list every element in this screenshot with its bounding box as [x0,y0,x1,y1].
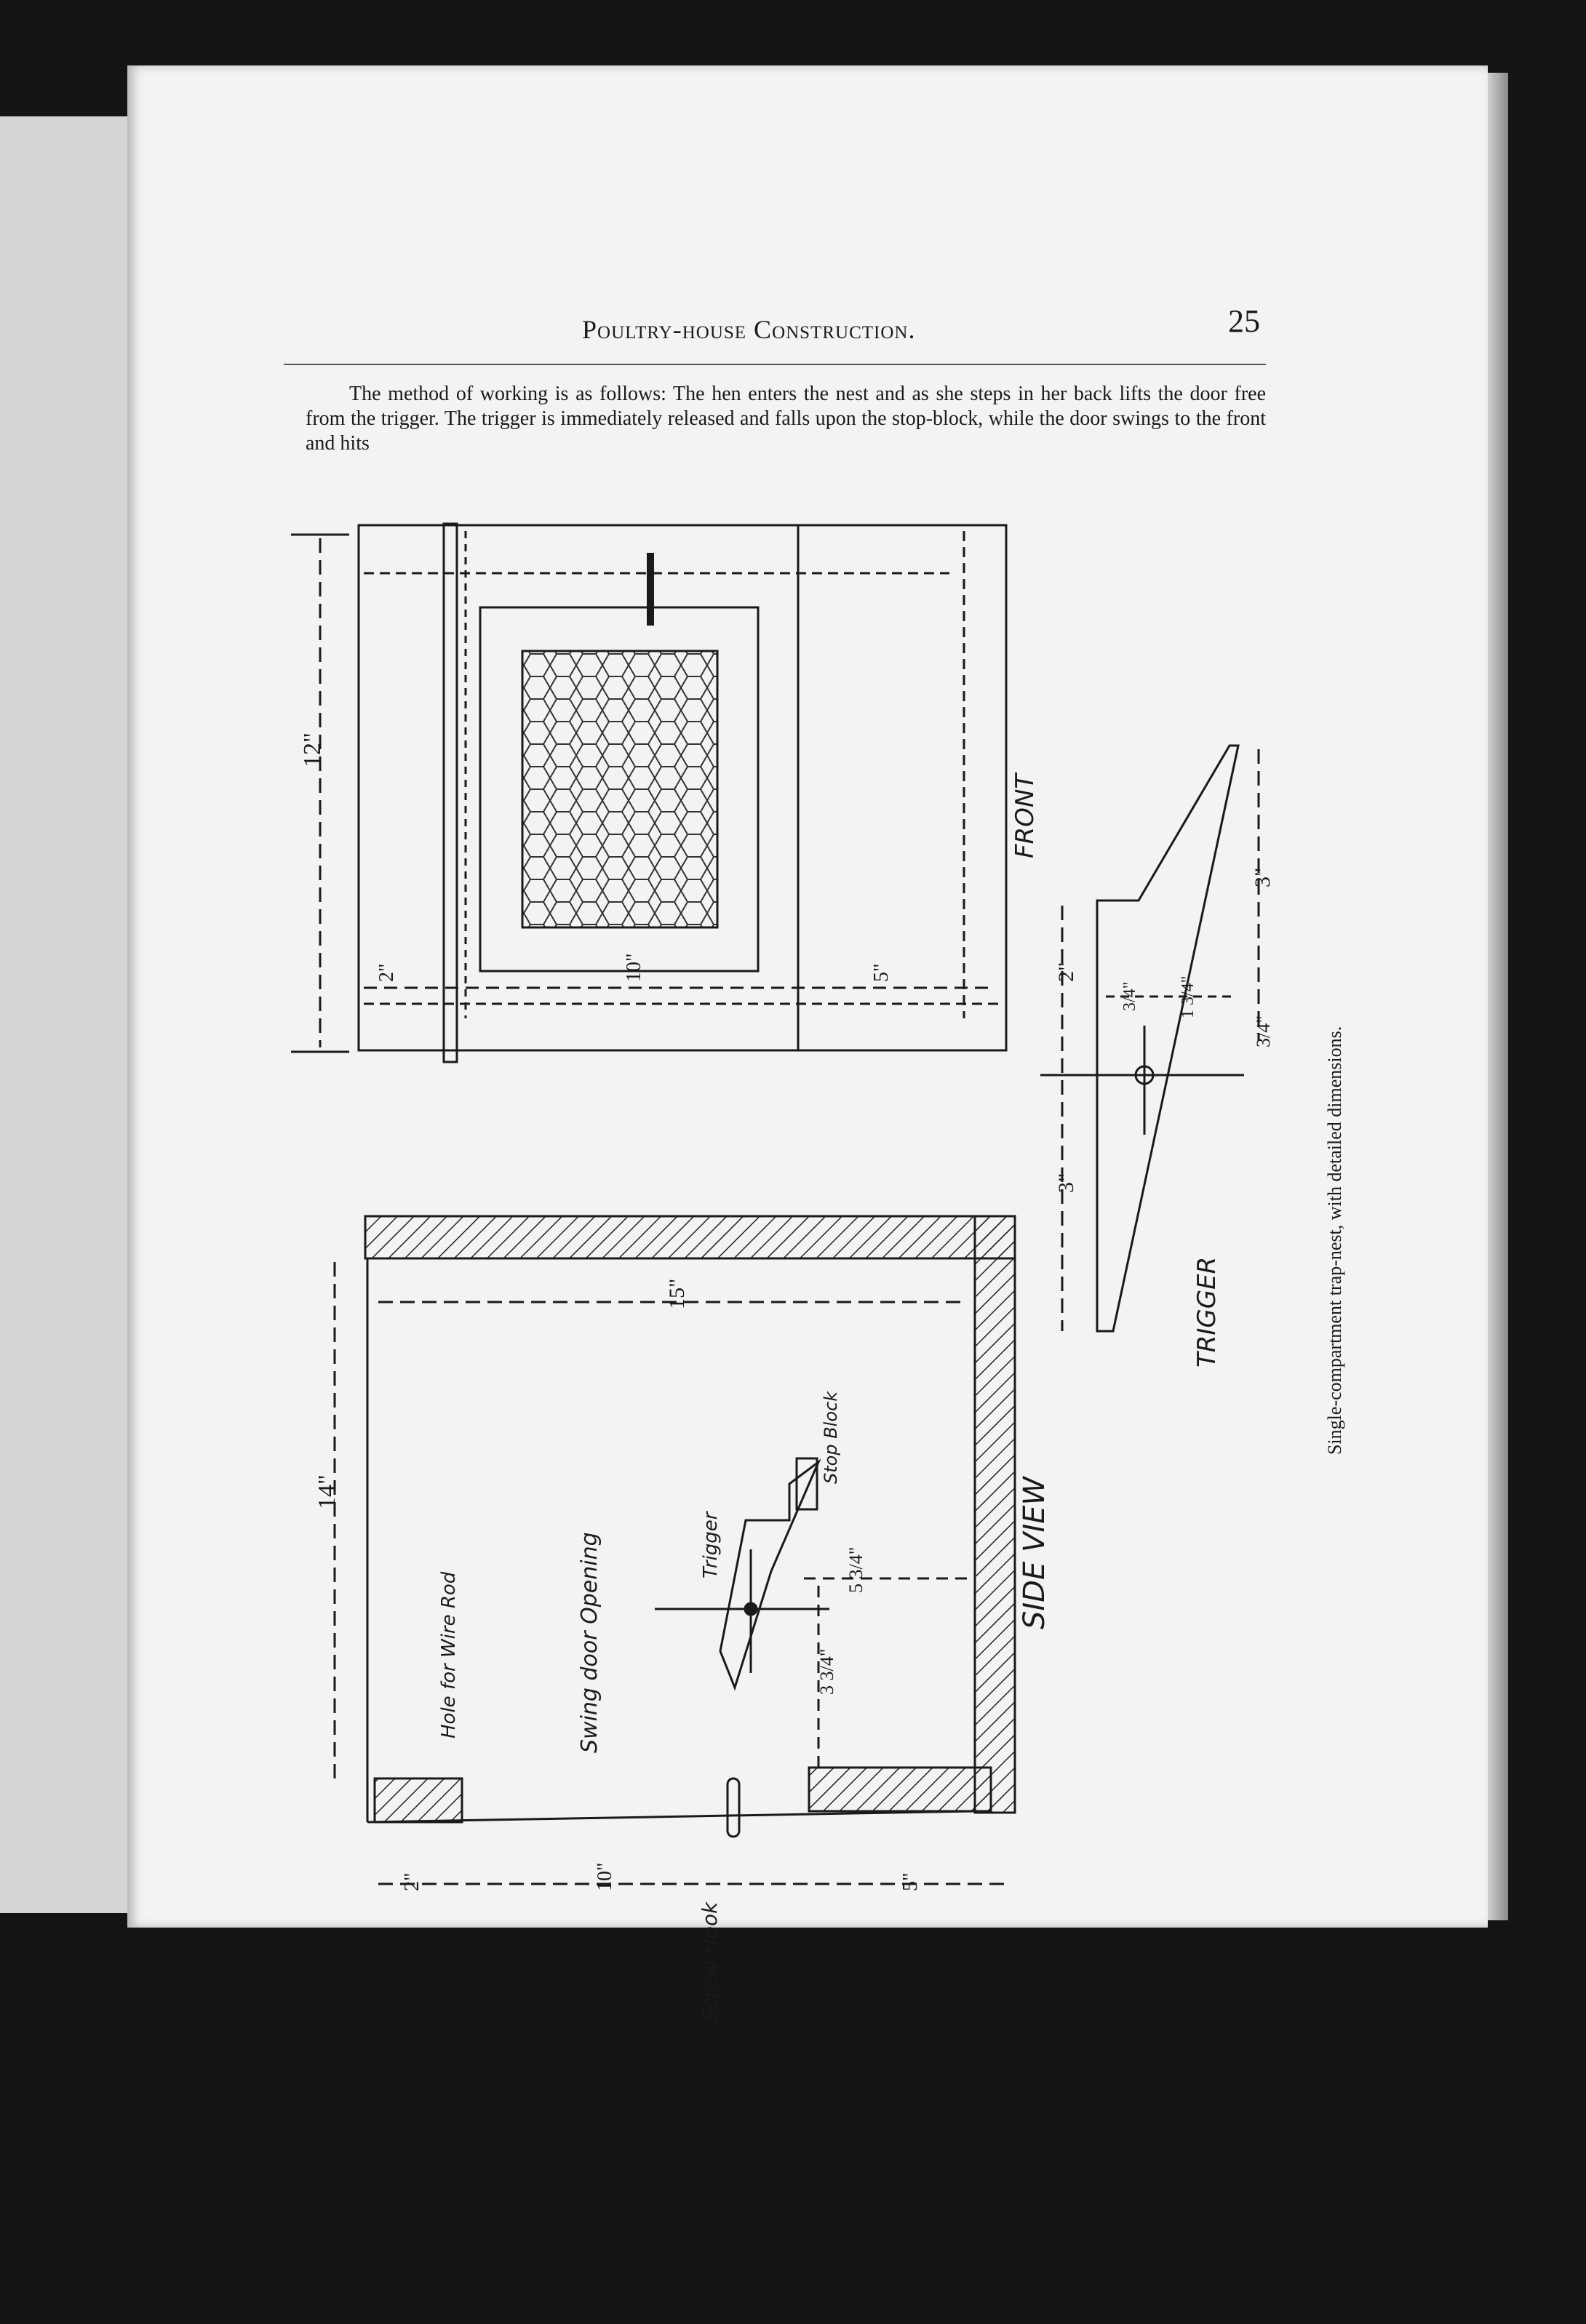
wire-rod [444,524,457,1062]
figure-caption: Single-compartment trap-nest, with detailed dimensions. [1324,1026,1345,1455]
top-board [365,1216,1015,1258]
side-view [335,1216,1015,1884]
trigger-dim-bottom: 3/4" [1253,1015,1274,1047]
trigger-dim-b: 1 3/4" [1179,975,1198,1018]
trigger-outline [1097,746,1238,1331]
side-dim-bottom-left: 2" [401,1872,423,1891]
trigger-label: TRIGGER [1192,1256,1222,1367]
page-number: 25 [1228,303,1260,339]
side-dim-width: 15" [665,1278,689,1309]
side-dim-trigger-h: 3 3/4" [816,1648,837,1695]
trigger-dim-upper: 2" [1054,962,1078,982]
swing-door-label: Swing door Opening [577,1532,602,1753]
side-dim-trigger-w: 5 3/4" [845,1546,866,1593]
hole-label: Hole for Wire Rod [438,1571,460,1738]
trigger-dim-a: 3/4" [1120,981,1139,1011]
side-dim-bottom-right: 5" [899,1872,922,1891]
front-dim-left: 2" [375,963,398,982]
trigger-dim-lower: 3" [1054,1173,1078,1193]
side-dim-height: 14" [314,1474,340,1509]
body-paragraph: The method of working is as follows: The hen enters the nest and as she steps in her back lifts the door free from the trigger. The trigger is immediately released and falls upon the stop-block, while the door swings to the front and hits [306,383,1266,455]
trigger-detail [1040,746,1259,1331]
front-label: FRONT [1011,773,1040,858]
back-board [975,1216,1015,1813]
screw-hook [728,1778,739,1837]
wire-mesh [522,651,717,927]
trigger-dim-top: 3" [1251,867,1275,887]
side-view-label: SIDE VIEW [1018,1477,1051,1629]
rear-floor-block [809,1768,991,1811]
trigger-callout: Trigger [700,1512,722,1578]
front-view [291,524,1006,1062]
screw-hook-label: Screw Hook [698,1901,722,2022]
side-trigger [720,1462,818,1688]
running-head: Poultry-house Construction. [582,315,916,344]
front-dim-center: 10" [623,953,645,982]
front-dim-height: 12" [299,732,326,767]
side-dim-bottom-center: 10" [594,1862,616,1891]
stop-block-label: Stop Block [821,1391,841,1484]
front-floor-block [375,1778,462,1822]
front-dim-right: 5" [870,963,893,982]
